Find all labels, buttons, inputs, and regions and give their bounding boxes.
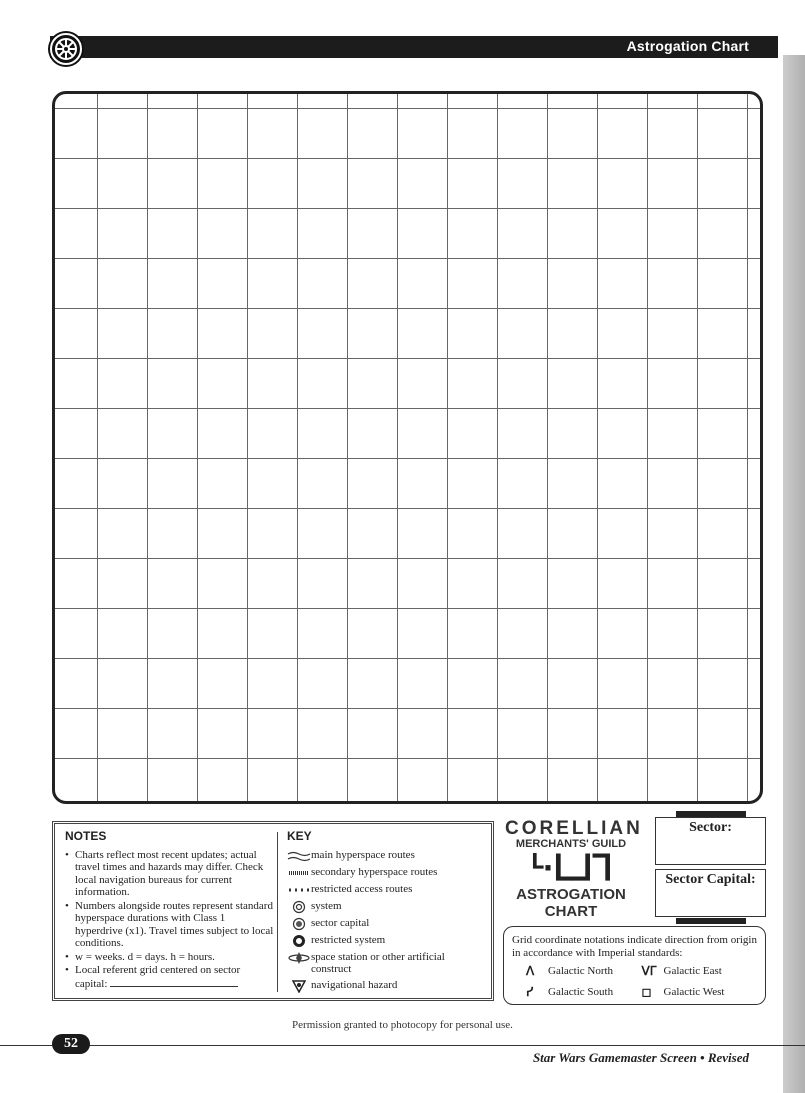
key-section [287, 830, 487, 996]
note-capital-text: Local referent grid centered on sector capital: [75, 964, 241, 990]
galactic-west-icon: ◻ [641, 985, 652, 999]
restricted-route-icon [287, 883, 311, 897]
note-item-capital [65, 964, 275, 990]
key-label: secondary hyperspace routes [311, 865, 438, 878]
space-station-icon [287, 951, 311, 965]
galactic-south-icon: ᓯ [526, 985, 534, 999]
logo-chart-line2: CHART [544, 903, 598, 920]
direction-west [642, 986, 758, 999]
key-label: restricted system [311, 933, 386, 946]
imperial-emblem-icon [50, 33, 82, 65]
key-heading: KEY [287, 829, 312, 843]
hazard-icon [287, 979, 311, 993]
note-item: • Charts reflect most recent updates; actual travel times and hazards may differ. Check local navigation bureaus for current information. [65, 849, 275, 899]
book-title: Star Wars Gamemaster Screen • Revised [532, 1050, 749, 1065]
logo-subtitle: MERCHANTS' GUILD [515, 838, 627, 850]
sector-label: Sector: [689, 820, 732, 835]
direction-label: Galactic North [548, 965, 614, 977]
notes-heading: NOTES [65, 829, 107, 843]
galactic-east-icon: ᐯᒥ [641, 964, 657, 978]
key-label: main hyperspace routes [311, 848, 415, 861]
notes-key-panel [52, 821, 494, 1001]
key-item [287, 934, 487, 948]
sector-field[interactable] [655, 817, 766, 865]
direction-grid [512, 965, 757, 999]
coordinate-legend [503, 926, 766, 1005]
sector-capital-field[interactable] [655, 869, 766, 917]
galactic-north-icon: ᐱ [526, 964, 535, 978]
note-item: • w = weeks. d = days. h = hours. [65, 951, 275, 964]
key-item [287, 866, 487, 880]
page-edge-shadow [783, 55, 805, 1093]
direction-north [526, 965, 642, 978]
coordinate-text: Grid coordinate notations indicate direction from origin in accordance with Imperial standards: [512, 934, 757, 959]
key-item [287, 883, 487, 897]
page-number: 52 [52, 1034, 90, 1054]
restricted-system-icon [287, 934, 311, 948]
logo-title: CORELLIAN [505, 818, 643, 839]
logo-glyphs: ᒻ·ᒪᒧᒣ [531, 847, 611, 888]
sector-capital-icon [287, 917, 311, 931]
capital-bar-decoration [676, 918, 746, 924]
permission-notice: Permission granted to photocopy for personal use. [292, 1019, 513, 1031]
sector-capital-label: Sector Capital: [665, 872, 756, 887]
capital-blank-field[interactable] [110, 977, 238, 987]
key-item [287, 979, 487, 993]
key-item [287, 900, 487, 914]
guild-logo [505, 818, 643, 920]
main-route-icon [287, 849, 311, 863]
key-label: restricted access routes [311, 882, 413, 895]
footer-rule [0, 1045, 805, 1046]
key-label: space station or other artificial construct [311, 950, 445, 975]
secondary-route-icon [287, 866, 311, 880]
divider [277, 832, 278, 992]
direction-east [642, 965, 758, 978]
direction-label: Galactic South [548, 986, 614, 998]
key-item [287, 917, 487, 931]
astrogation-grid[interactable] [52, 91, 763, 804]
direction-south [526, 986, 642, 999]
notes-section [65, 830, 275, 991]
logo-chart-line1: ASTROGATION [516, 886, 626, 903]
page-title: Astrogation Chart [626, 38, 749, 54]
key-item [287, 849, 487, 863]
system-icon [287, 900, 311, 914]
direction-label: Galactic East [663, 965, 722, 977]
key-label: navigational hazard [311, 978, 398, 991]
key-label: system [311, 899, 342, 912]
note-item: • Numbers alongside routes represent standard hyperspace durations with Class 1 hyperdrive (x1). Travel times subject to local conditions. [65, 900, 275, 950]
key-label: sector capital [311, 916, 370, 929]
direction-label: Galactic West [663, 986, 725, 998]
key-item [287, 951, 487, 976]
